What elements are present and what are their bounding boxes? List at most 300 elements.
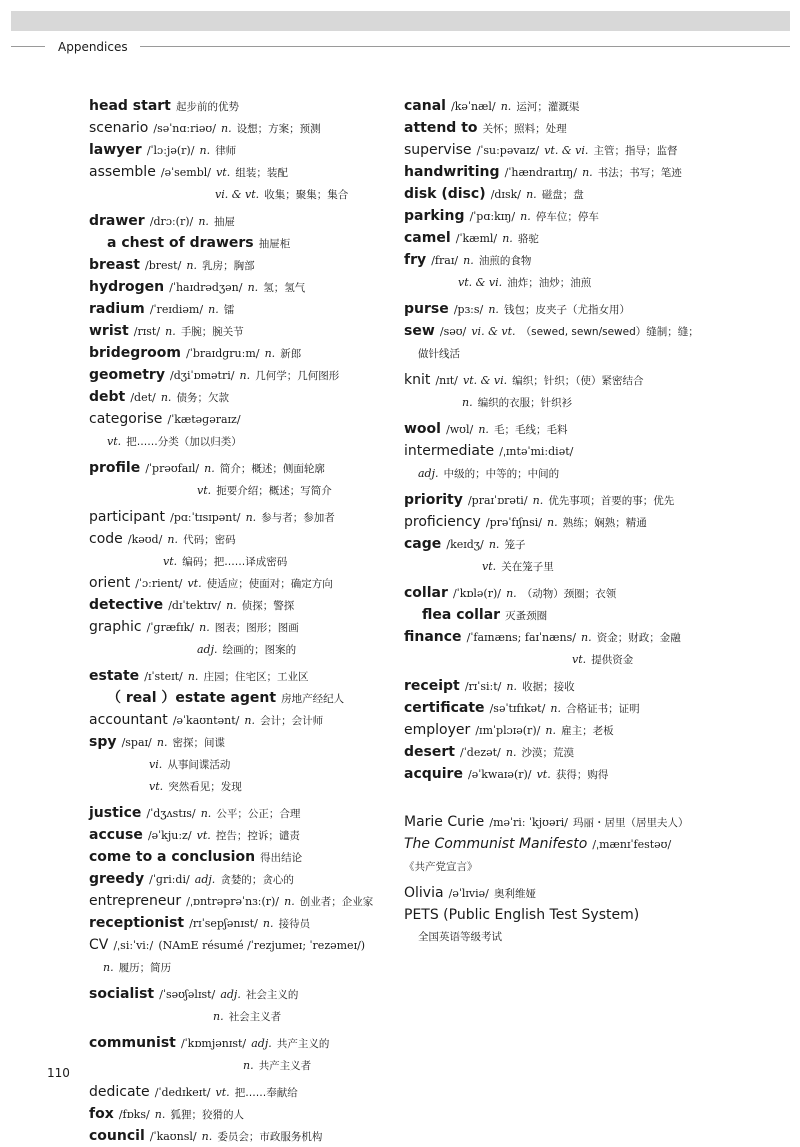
- dictionary-entry: [89, 254, 394, 276]
- headword: spy: [89, 734, 117, 750]
- entry-line: [404, 205, 794, 227]
- entry-line: [404, 533, 794, 555]
- definition: 代码；密码: [183, 534, 236, 546]
- dictionary-entry: [89, 890, 394, 912]
- part-of-speech: n.: [463, 254, 474, 267]
- phonetic: /əˈkaʊntənt/: [172, 714, 240, 727]
- entry-line: [89, 183, 394, 205]
- part-of-speech: n.: [226, 599, 237, 612]
- part-of-speech: vt.: [536, 768, 551, 781]
- headword: geometry: [89, 367, 165, 383]
- entry-line: [89, 210, 394, 232]
- header-rule-left: [11, 46, 45, 47]
- definition: 提供资金: [591, 654, 634, 666]
- headword: handwriting: [404, 164, 500, 180]
- right-column: [404, 95, 794, 947]
- part-of-speech: n.: [244, 714, 256, 727]
- definition: 编织的衣服；针织衫: [477, 397, 573, 409]
- dictionary-entry: [404, 833, 794, 877]
- part-of-speech: n.: [488, 303, 499, 316]
- phonetic: /praɪˈɒrəti/: [467, 494, 528, 507]
- definition: 履历；简历: [118, 962, 172, 974]
- phonetic: /pɑːˈtɪsɪpənt/: [170, 511, 241, 524]
- dictionary-entry: [404, 904, 794, 947]
- definition: 全国英语等级考试: [418, 931, 502, 943]
- dictionary-entry: [89, 320, 394, 342]
- headword: fry: [404, 252, 427, 268]
- headword: parking: [404, 208, 465, 224]
- definition: 收据；接收: [522, 681, 575, 693]
- part-of-speech: n.: [506, 587, 517, 600]
- headword: hydrogen: [89, 279, 165, 295]
- part-of-speech: vt. & vi.: [462, 374, 508, 387]
- entry-line: [404, 271, 794, 293]
- phonetic: /əˈsembl/: [160, 166, 211, 179]
- part-of-speech: n.: [550, 702, 561, 715]
- dictionary-entry: [89, 408, 394, 452]
- headword: proficiency: [404, 514, 481, 530]
- headword: assemble: [89, 164, 156, 180]
- entry-line: [89, 117, 394, 139]
- definition: 骆驼: [517, 233, 539, 245]
- dictionary-entry: [404, 117, 794, 139]
- part-of-speech: vt.: [107, 435, 122, 448]
- headword: supervise: [404, 142, 472, 158]
- headword: accountant: [89, 712, 168, 728]
- headword: receipt: [404, 678, 460, 694]
- part-of-speech: n.: [156, 736, 168, 749]
- definition: 合格证书；证明: [566, 703, 640, 715]
- definition: 公平；公正；合理: [216, 808, 301, 820]
- phonetic: /ˈkɒmjənɪst/: [180, 1037, 247, 1050]
- phonetic: /fraɪ/: [431, 254, 459, 267]
- phonetic: /kəʊd/: [127, 533, 163, 546]
- entry-line: [404, 719, 794, 741]
- definition: 扼要介绍；概述；写简介: [216, 485, 332, 497]
- definition: 贪婪的；贪心的: [220, 874, 294, 886]
- entry-line: [404, 511, 794, 533]
- headword: flea collar: [422, 607, 501, 623]
- definition: 债务；欠款: [176, 392, 229, 404]
- headword: radium: [89, 301, 145, 317]
- dictionary-entry: [89, 298, 394, 320]
- headword: drawer: [89, 213, 145, 229]
- entry-line: [89, 1125, 394, 1147]
- definition: 共产主义者: [258, 1060, 312, 1072]
- entry-line: [89, 824, 394, 846]
- dictionary-entry: [89, 731, 394, 797]
- part-of-speech: n.: [478, 423, 489, 436]
- dictionary-entry: [404, 675, 794, 697]
- definition: 手腕；腕关节: [180, 326, 244, 338]
- entry-line: [89, 320, 394, 342]
- definition: 玛丽・居里（居里夫人）: [573, 817, 689, 829]
- part-of-speech: n.: [547, 516, 558, 529]
- entry-line: [89, 430, 394, 452]
- headword: acquire: [404, 766, 463, 782]
- definition: 把……分类（加以归类）: [126, 436, 242, 448]
- part-of-speech: n.: [488, 538, 500, 551]
- part-of-speech: vi. & vt.: [471, 325, 516, 338]
- dictionary-entry: [89, 912, 394, 934]
- headword: lawyer: [89, 142, 142, 158]
- headword: purse: [404, 301, 449, 317]
- headword: breast: [89, 257, 140, 273]
- phonetic: /əˈlɪviə/: [448, 887, 489, 900]
- left-column: [89, 95, 394, 1147]
- phonetic: /dɪˈtektɪv/: [168, 599, 221, 612]
- phonetic: /det/: [130, 391, 156, 404]
- dictionary-entry: [89, 709, 394, 731]
- headword: graphic: [89, 619, 142, 635]
- part-of-speech: n.: [198, 215, 209, 228]
- part-of-speech: vt.: [216, 166, 231, 179]
- phonetic: /ˈprəʊfaɪl/: [145, 462, 200, 475]
- part-of-speech: vt. & vi.: [458, 276, 503, 289]
- part-of-speech: n.: [284, 895, 295, 908]
- part-of-speech: n.: [582, 166, 593, 179]
- phonetic: /ˈɔːrient/: [135, 577, 183, 590]
- entry-line: [89, 572, 394, 594]
- definition: 停车位；停车: [535, 211, 599, 223]
- definition: 编码；把……译成密码: [182, 556, 288, 568]
- dictionary-entry: [404, 418, 794, 440]
- part-of-speech: n.: [200, 807, 212, 820]
- dictionary-entry: [89, 210, 394, 232]
- dictionary-entry: [404, 298, 794, 320]
- definition: 沙漠；荒漠: [521, 747, 575, 759]
- phonetic: /ˌsiːˈviː/: [113, 939, 154, 952]
- phonetic: /ˈlɔːjə(r)/: [146, 144, 195, 157]
- phonetic: /rɪˈsiːt/: [464, 680, 502, 693]
- dictionary-entry: [404, 882, 794, 904]
- phonetic: /brest/: [145, 259, 182, 272]
- dictionary-entry: [89, 802, 394, 824]
- definition: 创业者；企业家: [299, 896, 374, 908]
- part-of-speech: n.: [506, 680, 518, 693]
- definition: 资金；财政；金融: [596, 632, 681, 644]
- headword: profile: [89, 460, 141, 476]
- headword: collar: [404, 585, 448, 601]
- entry-line: [89, 594, 394, 616]
- part-of-speech: n.: [201, 1130, 213, 1143]
- phonetic: /ˈsəʊʃəlɪst/: [159, 988, 216, 1001]
- part-of-speech: n.: [245, 511, 257, 524]
- entry-line: [404, 369, 794, 391]
- part-of-speech: n.: [167, 533, 178, 546]
- definition: 关怀；照料；处理: [482, 123, 567, 135]
- definition: 共产主义的: [276, 1038, 330, 1050]
- phonetic: /ˈkæml/: [455, 232, 498, 245]
- headword: finance: [404, 629, 462, 645]
- definition: 庄园；住宅区；工业区: [203, 671, 309, 683]
- headword: participant: [89, 509, 166, 525]
- entry-line: [89, 616, 394, 638]
- definition: 组装；装配: [235, 167, 288, 179]
- definition: 抽屉: [214, 216, 236, 228]
- dictionary-entry: [89, 117, 394, 139]
- entry-line: [404, 95, 794, 117]
- entry-line: [89, 457, 394, 479]
- part-of-speech: adj.: [197, 643, 218, 656]
- headword: The Communist Manifesto: [404, 836, 588, 852]
- entry-line: [404, 582, 794, 604]
- part-of-speech: n.: [204, 462, 215, 475]
- headword: accuse: [89, 827, 143, 843]
- entry-line: [89, 846, 394, 868]
- entry-line: [89, 1054, 394, 1076]
- entry-line: [404, 697, 794, 719]
- entry-line: [89, 638, 394, 660]
- entry-line: [89, 983, 394, 1005]
- dictionary-entry: [89, 161, 394, 205]
- headword: knit: [404, 372, 431, 388]
- definition: 主管；指导；监督: [593, 145, 678, 157]
- phonetic: /rɪˈsepʃənɪst/: [189, 917, 258, 930]
- dictionary-entry: [404, 320, 794, 364]
- headword: communist: [89, 1035, 176, 1051]
- entry-line: [89, 506, 394, 528]
- headword: head start: [89, 98, 171, 114]
- entry-line: [89, 254, 394, 276]
- part-of-speech: n.: [213, 1010, 224, 1023]
- definition: 编织；针织；（使）紧密结合: [512, 375, 644, 387]
- entry-line: [404, 320, 794, 342]
- phonetic: /ˈkɒlə(r)/: [452, 587, 501, 600]
- definition: 镭: [223, 304, 235, 316]
- entry-line: [89, 890, 394, 912]
- phonetic: /ˈsuːpəvaɪz/: [476, 144, 540, 157]
- part-of-speech: n.: [526, 188, 537, 201]
- definition: 运河；灌溉渠: [516, 101, 580, 113]
- entry-line: [89, 139, 394, 161]
- dictionary-entry: [404, 811, 794, 833]
- entry-line: [89, 665, 394, 687]
- dictionary-entry: [89, 846, 394, 868]
- entry-line: [404, 855, 794, 877]
- entry-line: [89, 912, 394, 934]
- entry-line: [89, 1005, 394, 1027]
- phonetic: /ˈɡræfɪk/: [146, 621, 195, 634]
- part-of-speech: n.: [160, 391, 172, 404]
- entry-line: [89, 709, 394, 731]
- part-of-speech: n.: [154, 1108, 166, 1121]
- headword: fox: [89, 1106, 114, 1122]
- headword: estate: [89, 668, 140, 684]
- entry-line: [89, 868, 394, 890]
- definition: 抽屉柜: [258, 238, 291, 250]
- part-of-speech: vt.: [196, 829, 211, 842]
- definition: 社会主义的: [245, 989, 299, 1001]
- part-of-speech: vt.: [572, 653, 587, 666]
- entry-line: [89, 95, 394, 117]
- phonetic: /prəˈfɪʃnsi/: [485, 516, 542, 529]
- headword: CV: [89, 937, 109, 953]
- definition: 房地产经纪人: [281, 693, 345, 705]
- headword: categorise: [89, 411, 163, 427]
- dictionary-entry: [89, 1032, 394, 1076]
- dictionary-entry: [404, 161, 794, 183]
- part-of-speech: n.: [243, 1059, 254, 1072]
- entry-line: [89, 276, 394, 298]
- phonetic: /səʊ/: [439, 325, 467, 338]
- entry-line: [404, 648, 794, 670]
- dictionary-entry: [404, 763, 794, 785]
- phonetic: /məˈriː ˈkjʊəri/: [489, 816, 568, 829]
- definition: 几何学；几何图形: [255, 370, 340, 382]
- definition: 关在笼子里: [501, 561, 554, 573]
- headword: code: [89, 531, 123, 547]
- headword: Marie Curie: [404, 814, 485, 830]
- part-of-speech: n.: [581, 631, 592, 644]
- definition: 优先事项；首要的事；优先: [548, 495, 675, 507]
- entry-line: [89, 232, 394, 254]
- headword: employer: [404, 722, 471, 738]
- dictionary-entry: [89, 276, 394, 298]
- phonetic: /əˈkwaɪə(r)/: [468, 768, 532, 781]
- definition: 图表；图形；图画: [214, 622, 299, 634]
- dictionary-entry: [89, 457, 394, 501]
- entry-line: [404, 342, 794, 364]
- section-title: Appendices: [58, 40, 128, 54]
- dictionary-entry: [89, 665, 394, 687]
- part-of-speech: adj.: [220, 988, 241, 1001]
- header-rule-right: [140, 46, 790, 47]
- headword: sew: [404, 323, 435, 339]
- headword: PETS (Public English Test System): [404, 907, 640, 923]
- entry-line: [89, 753, 394, 775]
- entry-line: [89, 161, 394, 183]
- part-of-speech: n.: [520, 210, 531, 223]
- dictionary-entry: [89, 386, 394, 408]
- dictionary-entry: [404, 249, 794, 293]
- part-of-speech: vt.: [197, 484, 212, 497]
- definition: 笼子: [504, 539, 526, 551]
- entry-line: [404, 139, 794, 161]
- headword: debt: [89, 389, 126, 405]
- definition: 磁盘；盘: [541, 189, 584, 201]
- dictionary-entry: [89, 868, 394, 890]
- entry-line: [404, 298, 794, 320]
- definition: 简介；概述；侧面轮廓: [219, 463, 325, 475]
- dictionary-entry: [404, 183, 794, 205]
- phonetic: /ɪmˈplɔɪə(r)/: [475, 724, 541, 737]
- definition: 收集；聚集；集合: [264, 189, 349, 201]
- dictionary-entry: [89, 506, 394, 528]
- entry-line: [404, 675, 794, 697]
- header-bar: [11, 11, 790, 31]
- dictionary-entry: [404, 511, 794, 533]
- part-of-speech: n.: [532, 494, 544, 507]
- definition: 中级的；中等的；中间的: [443, 468, 560, 480]
- definition: 油炸；油炒；油煎: [507, 277, 592, 289]
- phonetic: /səˈtɪfɪkət/: [489, 702, 546, 715]
- spacer: [404, 785, 794, 811]
- definition: 接待员: [278, 918, 311, 930]
- part-of-speech: vi.: [149, 758, 163, 771]
- definition: 把……奉献给: [234, 1087, 298, 1099]
- dictionary-entry: [89, 934, 394, 978]
- entry-line: [404, 462, 794, 484]
- dictionary-entry: [404, 604, 794, 626]
- entry-line: [89, 298, 394, 320]
- dictionary-entry: [89, 528, 394, 572]
- entry-line: [404, 391, 794, 413]
- entry-line: [89, 408, 394, 430]
- entry-line: [404, 117, 794, 139]
- phonetic: /ˌɪntəˈmiːdiət/: [499, 445, 574, 458]
- dictionary-entry: [89, 983, 394, 1027]
- entry-line: [404, 440, 794, 462]
- headword: desert: [404, 744, 455, 760]
- page-number: 110: [47, 1066, 70, 1080]
- dictionary-entry: [404, 741, 794, 763]
- part-of-speech: n.: [247, 281, 259, 294]
- headword: disk (disc): [404, 186, 486, 202]
- phonetic: /spaɪ/: [121, 736, 152, 749]
- entry-line: [89, 802, 394, 824]
- definition: 油煎的食物: [478, 255, 532, 267]
- dictionary-entry: [89, 364, 394, 386]
- dictionary-entry: [404, 227, 794, 249]
- definition: 律师: [215, 145, 237, 157]
- phonetic: /ˈkaʊnsl/: [149, 1130, 197, 1143]
- headword: wrist: [89, 323, 129, 339]
- dictionary-entry: [89, 594, 394, 616]
- dictionary-entry: [89, 824, 394, 846]
- entry-line: [404, 161, 794, 183]
- part-of-speech: n.: [187, 670, 199, 683]
- part-of-speech: adj.: [251, 1037, 272, 1050]
- phonetic: /pɜːs/: [453, 303, 484, 316]
- entry-line: [404, 741, 794, 763]
- dictionary-entry: [89, 1125, 394, 1147]
- definition: （sewed, sewn/sewed）缝制；缝；: [520, 326, 699, 338]
- definition: 突然看见；发现: [168, 781, 242, 793]
- definition: 会计；会计师: [260, 715, 324, 727]
- phonetic: /ˈkætəɡəraɪz/: [167, 413, 241, 426]
- dictionary-entry: [89, 139, 394, 161]
- entry-line: [89, 731, 394, 753]
- entry-line: [404, 227, 794, 249]
- headword: come to a conclusion: [89, 849, 256, 865]
- phonetic: /ˈhaɪdrədʒən/: [169, 281, 243, 294]
- entry-line: [404, 626, 794, 648]
- headword: a chest of drawers: [107, 235, 254, 251]
- entry-line: [404, 811, 794, 833]
- definition: 控告；控诉；谴责: [215, 830, 300, 842]
- dictionary-entry: [404, 626, 794, 670]
- dictionary-entry: [404, 697, 794, 719]
- definition: 委员会；市政服务机构: [217, 1131, 323, 1143]
- headword: receptionist: [89, 915, 185, 931]
- part-of-speech: vt.: [482, 560, 497, 573]
- dictionary-entry: [89, 342, 394, 364]
- entry-line: [89, 342, 394, 364]
- part-of-speech: vt. & vi.: [544, 144, 589, 157]
- part-of-speech: n.: [199, 144, 211, 157]
- entry-line: [404, 604, 794, 626]
- definition: 密探；间谍: [172, 737, 226, 749]
- headword: wool: [404, 421, 441, 437]
- entry-line: [89, 1032, 394, 1054]
- definition: 钱包；皮夹子（尤指女用）: [504, 304, 631, 316]
- part-of-speech: n.: [239, 369, 251, 382]
- definition: 社会主义者: [228, 1011, 282, 1023]
- headword: greedy: [89, 871, 145, 887]
- part-of-speech: n.: [462, 396, 473, 409]
- headword: socialist: [89, 986, 155, 1002]
